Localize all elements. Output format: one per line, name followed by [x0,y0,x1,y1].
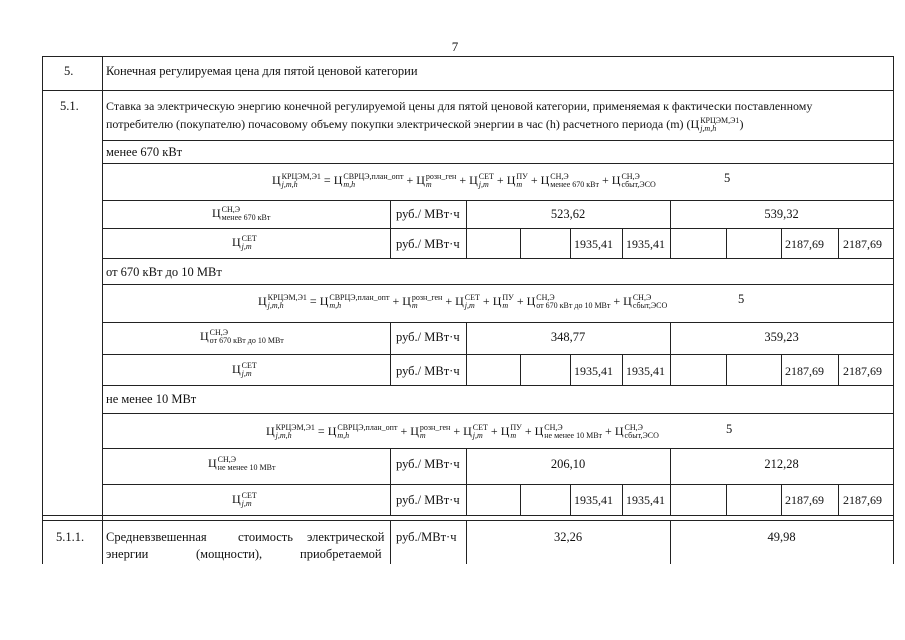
set-label-group-2: Ц СЕТ j,m [232,361,257,379]
page-number: 7 [451,39,459,54]
unit-label: руб./ МВт·ч [396,493,460,507]
formula-group-3: Ц КРЦЭМ,Э1 j,m,h = Ц СВРЦЭ,план_опт m,h + Ц розн_ген m + Ц СЕТ j,m + Ц ПУ m + Ц СН,Э не менее 10 МВт + Ц СН,Э сбыт,ЭСО [266,423,659,441]
set-value: 1935,41 [626,364,665,378]
footnote-mark: 5 [726,422,733,436]
row-number-5-1: 5.1. [60,99,79,113]
row-5-1-1-word: электрической [307,530,385,544]
formula-group-2: Ц КРЦЭМ,Э1 j,m,h = Ц СВРЦЭ,план_опт m,h + Ц розн_ген m + Ц СЕТ j,m + Ц ПУ m + Ц СН,Э от 670 кВт до 10 МВт + Ц СН,Э сбыт,ЭСО [258,293,668,311]
unit-label: руб./ МВт·ч [396,364,460,378]
sne-value-1: 206,10 [550,457,586,471]
row-5-1-1-word: приобретаемой [300,547,382,561]
group-label: менее 670 кВт [106,145,183,159]
row-5-title: Конечная регулируемая цена для пятой ценовой категории [106,64,418,78]
sne-label-group-3: Ц СН,Э не менее 10 МВт [208,455,276,473]
sne-value-2: 359,23 [764,330,799,344]
row-number-5-1-1: 5.1.1. [56,530,85,544]
set-value: 1935,41 [626,237,665,251]
sne-value-1: 348,77 [550,330,586,344]
sne-label-group-1: Ц СН,Э менее 670 кВт [212,205,271,223]
unit-label: руб./ МВт·ч [396,330,460,344]
row-number-5: 5. [64,64,74,78]
formula-group-1: Ц КРЦЭМ,Э1 j,m,h = Ц СВРЦЭ,план_опт m,h + Ц розн_ген m + Ц СЕТ j,m + Ц ПУ m + Ц СН,Э менее 670 кВт + Ц СН,Э сбыт,ЭСО [272,172,656,190]
row-5-1-1-word: энергии [106,547,149,561]
set-value: 2187,69 [785,364,824,378]
set-value: 1935,41 [574,237,613,251]
row-5-1-line2: потребителю (покупателю) почасовому объему покупки электрической энергии в час (h) расчетного периода (m) (Ц КРЦЭМ,Э1 j,m,h ) [106,116,744,134]
group-label: не менее 10 МВт [106,392,197,406]
sne-label-group-2: Ц СН,Э от 670 кВт до 10 МВт [200,328,284,346]
set-label-group-1: Ц СЕТ j,m [232,234,257,252]
row-5-1-1-word: (мощности), [196,547,263,561]
set-value: 2187,69 [843,364,882,378]
value-5-1-1-b: 49,98 [767,530,796,544]
set-label-group-3: Ц СЕТ j,m [232,491,257,509]
set-value: 2187,69 [785,493,824,507]
group-label: от 670 кВт до 10 МВт [106,265,222,279]
set-value: 2187,69 [843,237,882,251]
footnote-mark: 5 [738,292,745,306]
set-value: 2187,69 [785,237,824,251]
set-value: 1935,41 [574,364,613,378]
set-value: 1935,41 [626,493,665,507]
unit-label: руб./ МВт·ч [396,237,460,251]
sne-value-1: 523,62 [550,207,586,221]
row-5-1-1-word: Средневзвешенная [106,530,207,544]
row-5-1-line1: Ставка за электрическую энергию конечной регулируемой цены для пятой ценовой категории, применяемая к фактически поставленному [106,99,813,113]
unit-label: руб./ МВт·ч [396,207,460,221]
sne-value-2: 539,32 [764,207,799,221]
footnote-mark: 5 [724,171,731,185]
row-5-1-1-word: стоимость [238,530,293,544]
set-value: 2187,69 [843,493,882,507]
sne-value-2: 212,28 [764,457,799,471]
unit-label: руб./МВт·ч [396,530,457,544]
value-5-1-1-a: 32,26 [553,530,583,544]
set-value: 1935,41 [574,493,613,507]
unit-label: руб./ МВт·ч [396,457,460,471]
